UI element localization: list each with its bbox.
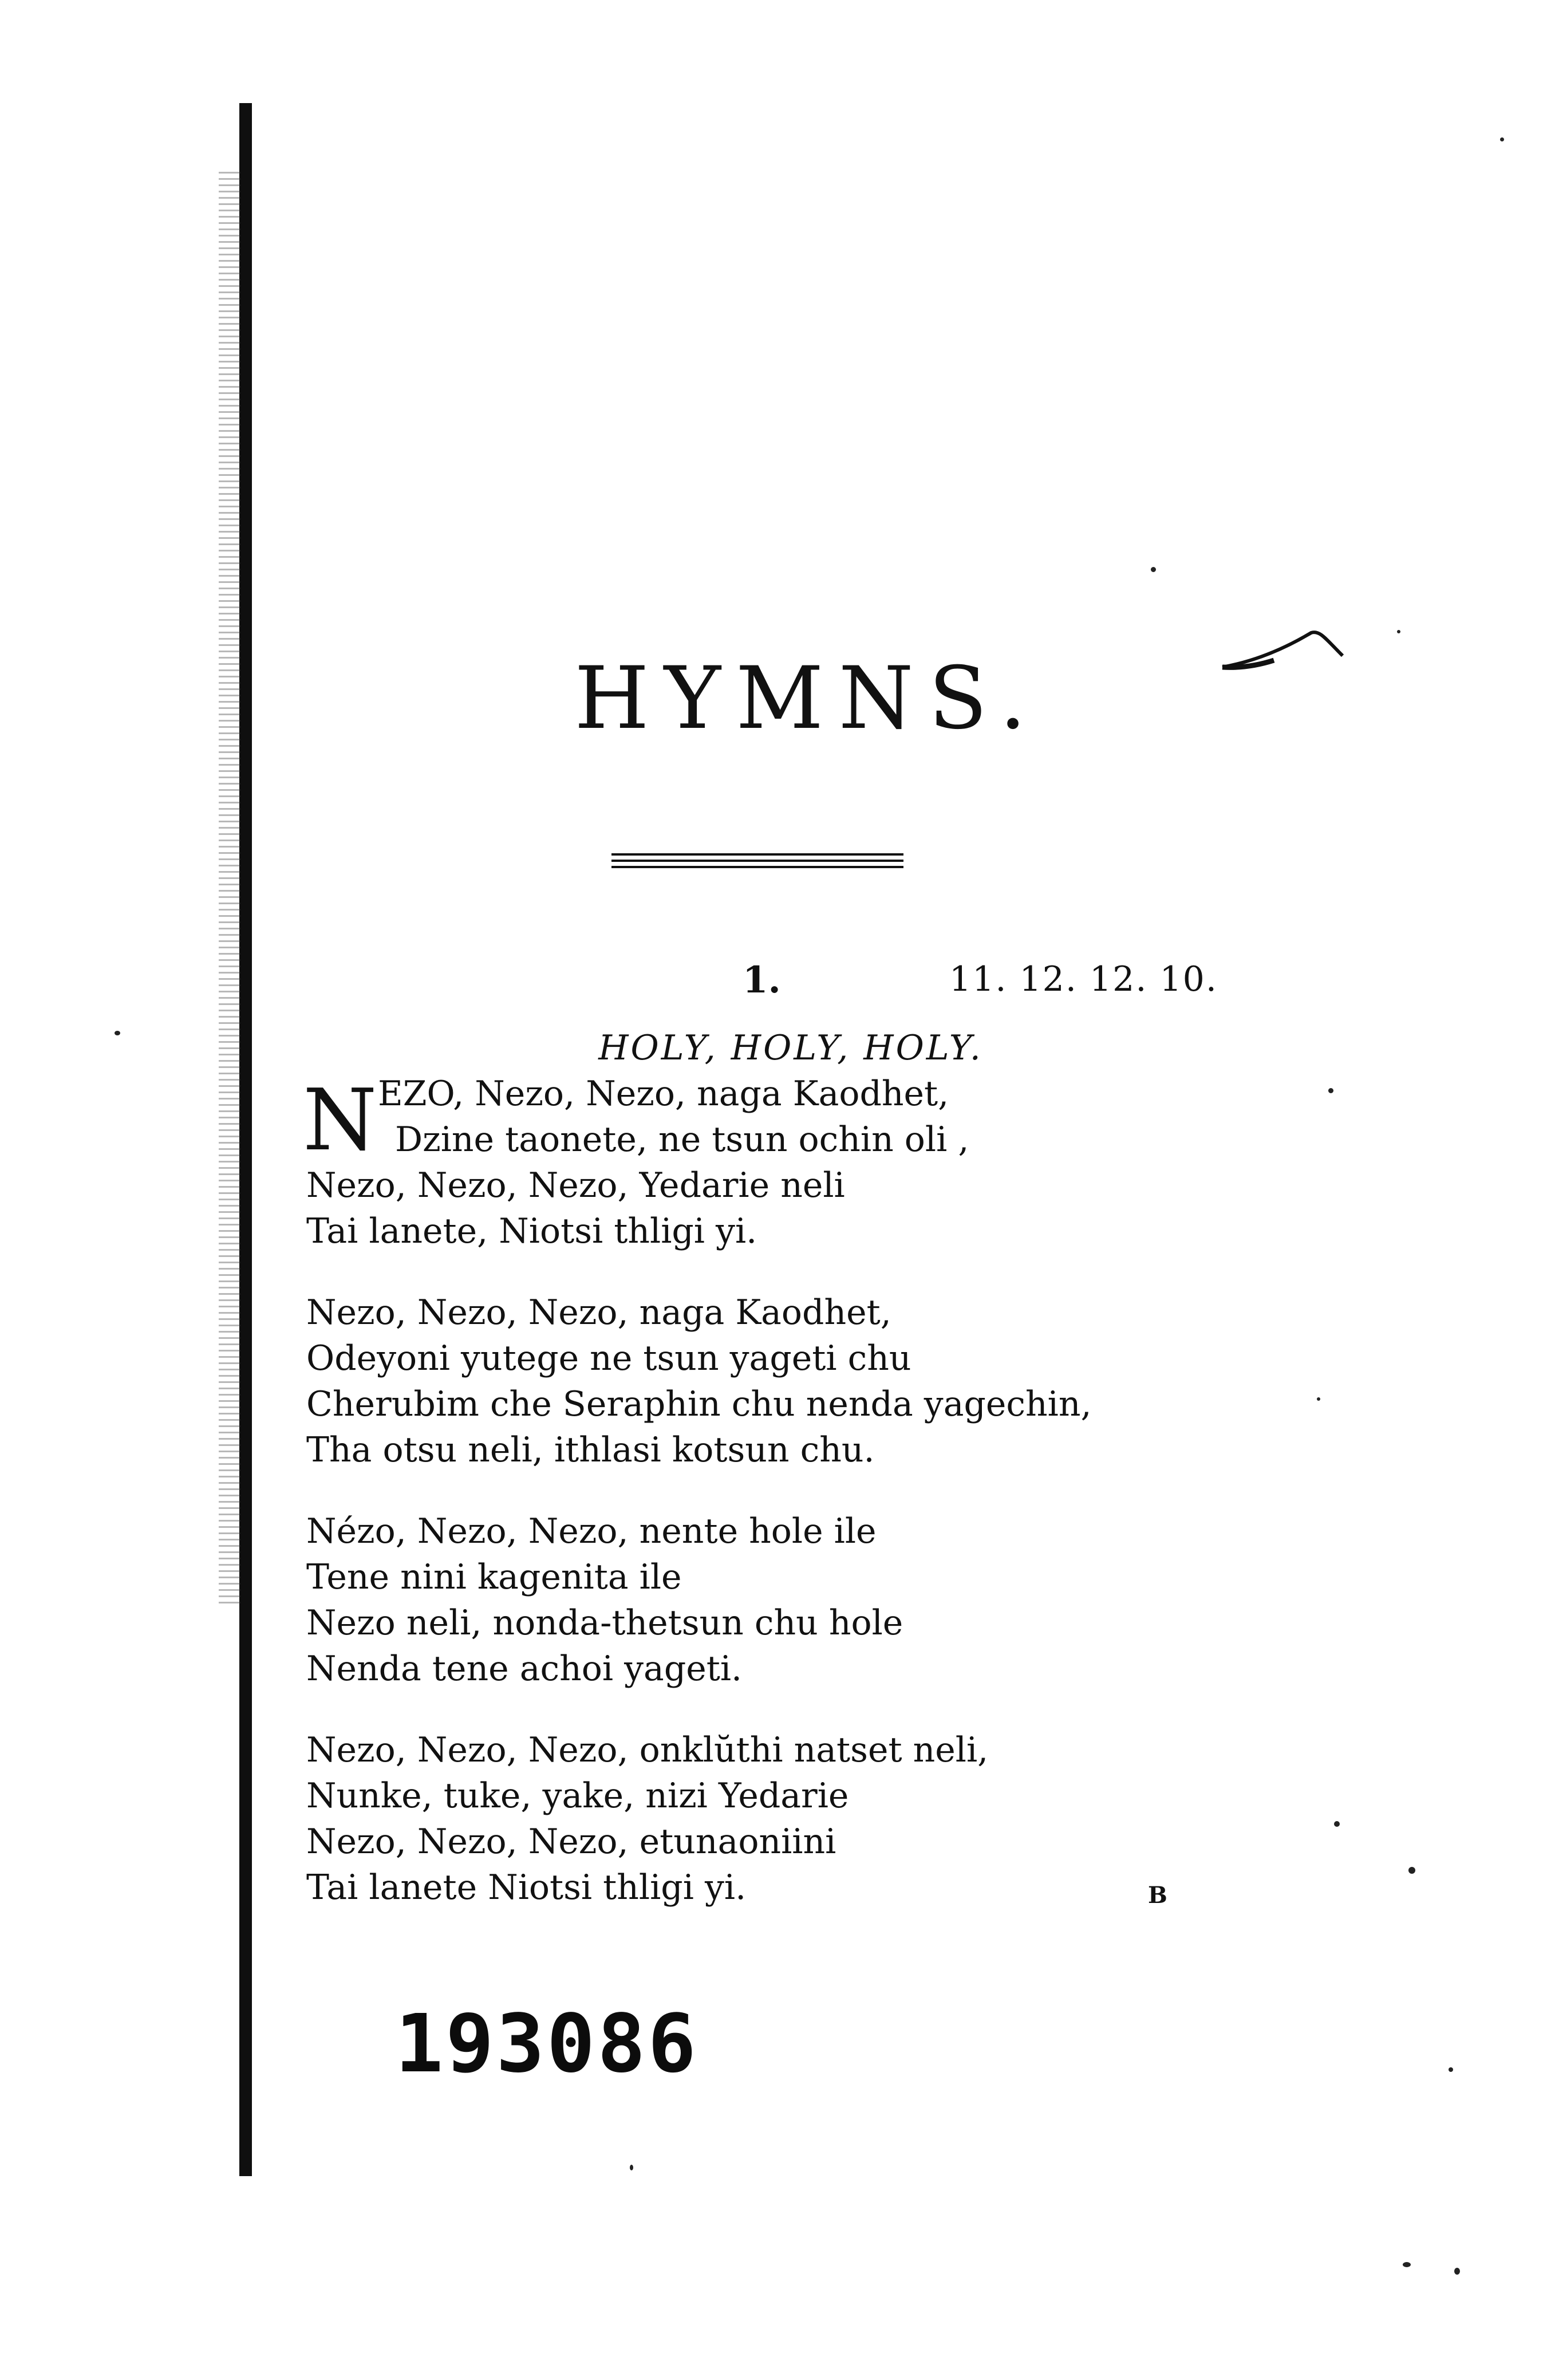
print-speck: [115, 1031, 120, 1035]
print-speck: [1454, 2268, 1460, 2275]
print-speck: [1500, 137, 1504, 141]
print-speck: [1334, 1821, 1340, 1827]
library-stamp-number: 193086: [395, 1997, 698, 2091]
print-speck: [1151, 567, 1156, 572]
verse-line: Nezo, Nezo, Nezo, Yedarie neli: [306, 1165, 845, 1205]
verse-line: Tene nini kagenita ile: [306, 1557, 682, 1597]
double-rule-divider: [611, 853, 903, 872]
verse-line: Nezo neli, nonda-thetsun chu hole: [306, 1603, 903, 1643]
verse-line: Tai lanete Niotsi thligi yi.: [306, 1867, 747, 1908]
page-heading: HYMNS.: [574, 649, 1041, 748]
binding-edge-texture: [219, 172, 240, 1603]
binding-edge: [239, 103, 252, 2176]
verse-3: [306, 1508, 1337, 1692]
verse-line: Nezo, Nezo, Nezo, onklŭthi natset neli,: [306, 1730, 989, 1770]
hymn-title: HOLY, HOLY, HOLY.: [598, 1028, 983, 1068]
verse-line: Nezo, Nezo, Nezo, naga Kaodhet,: [306, 1293, 891, 1333]
verse-1: [303, 1071, 1337, 1254]
print-speck: [1328, 1088, 1333, 1093]
verse-line: Tha otsu neli, ithlasi kotsun chu.: [306, 1430, 875, 1470]
verse-line: EZO, Nezo, Nezo, naga Kaodhet,: [378, 1074, 949, 1114]
hymn-number: 1.: [743, 959, 781, 1002]
verse-line: Dzine taonete, ne tsun ochin oli ,: [395, 1120, 969, 1160]
print-speck: [1449, 2067, 1453, 2072]
verse-line: Nenda tene achoi yageti.: [306, 1649, 743, 1689]
verse-2: [306, 1290, 1337, 1473]
verse-line: Odeyoni yutege ne tsun yageti chu: [306, 1338, 911, 1378]
verse-line: Nézo, Nezo, Nezo, nente hole ile: [306, 1511, 877, 1551]
drop-cap-letter: N: [303, 1071, 377, 1169]
print-speck: [630, 2165, 633, 2170]
verse-line: Tai lanete, Niotsi thligi yi.: [306, 1211, 757, 1251]
print-speck: [1397, 630, 1400, 633]
verse-line: Cherubim che Seraphin chu nenda yagechin,: [306, 1384, 1092, 1424]
verse-line: Nunke, tuke, yake, nizi Yedarie: [306, 1776, 849, 1816]
hymn-verses: [303, 1071, 1337, 1946]
hymn-meter: 11. 12. 12. 10.: [949, 959, 1218, 999]
print-speck: [1403, 2262, 1411, 2267]
verse-4: [306, 1727, 1337, 1910]
signature-mark: B: [1148, 1882, 1167, 1909]
print-speck: [1317, 1397, 1320, 1401]
print-speck: [1408, 1867, 1415, 1874]
verse-line: Nezo, Nezo, Nezo, etunaoniini: [306, 1822, 836, 1862]
